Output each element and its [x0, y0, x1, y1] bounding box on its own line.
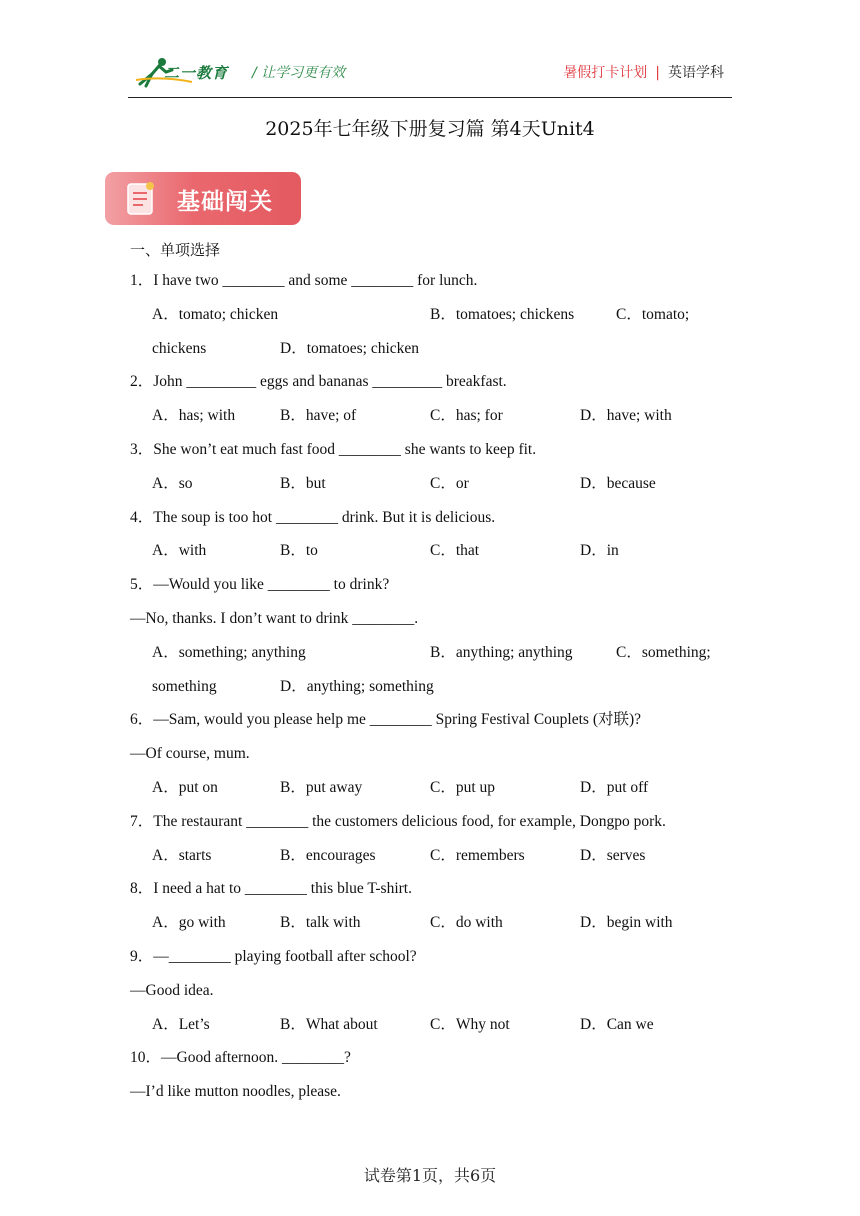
question-stem: 2．John _________ eggs and bananas _________ breakfast.	[130, 373, 507, 391]
section-heading: 一、单项选择	[130, 241, 221, 259]
dialogue-line: —Of course, mum.	[130, 745, 250, 763]
answer-option[interactable]: A．put on	[152, 778, 218, 796]
page-footer: 试卷第1页，共6页	[363, 1166, 497, 1185]
header-separator: |	[655, 65, 660, 81]
question-stem: 8．I need a hat to ________ this blue T-shirt.	[130, 880, 412, 898]
header-divider	[128, 97, 732, 98]
banner-label: 基础闯关	[177, 189, 273, 215]
dialogue-line: —No, thanks. I don’t want to drink ________.	[130, 609, 419, 627]
answer-option[interactable]: C．do with	[430, 914, 503, 932]
question-stem: 7．The restaurant ________ the customers delicious food, for example, Dongpo pork.	[130, 812, 666, 830]
question-stem: 10．—Good afternoon. ________?	[130, 1049, 351, 1067]
answer-option[interactable]: C．put up	[430, 778, 496, 796]
header-slogan: / 让学习更有效	[252, 65, 346, 81]
page-header	[128, 52, 732, 98]
answer-option[interactable]: A．something; anything	[152, 643, 306, 661]
answer-option[interactable]: D．anything; something	[280, 677, 434, 695]
answer-option[interactable]: D．serves	[580, 846, 646, 864]
answer-option[interactable]: A．with	[152, 542, 207, 560]
answer-option[interactable]: D．put off	[580, 778, 649, 796]
answer-option[interactable]: C．that	[430, 542, 480, 560]
answer-option[interactable]: C．or	[430, 474, 469, 492]
question-stem: 4．The soup is too hot ________ drink. But it is delicious.	[130, 508, 496, 526]
options-row	[130, 298, 740, 332]
answer-option[interactable]: A．has; with	[152, 407, 236, 425]
answer-option[interactable]: C．tomato;	[616, 305, 690, 323]
answer-option[interactable]: A．tomato; chicken	[152, 305, 279, 323]
question-stem: 6．—Sam, would you please help me ________ Spring Festival Couplets (对联)?	[130, 711, 642, 729]
answer-option[interactable]: B．tomatoes; chickens	[430, 305, 575, 323]
options-row	[130, 467, 740, 501]
answer-option[interactable]: D．Can we	[580, 1015, 654, 1033]
answer-option[interactable]: something	[152, 677, 217, 695]
answer-option[interactable]: D．begin with	[580, 914, 673, 932]
options-row	[130, 906, 740, 940]
options-row	[130, 636, 740, 670]
question-stem: 1．I have two ________ and some ________ for lunch.	[130, 272, 478, 289]
answer-option[interactable]: A．Let’s	[152, 1015, 210, 1033]
page-title: 2025年七年级下册复习篇 第4天Unit4	[265, 118, 595, 140]
options-row	[130, 670, 740, 704]
document-icon	[125, 180, 159, 218]
answer-option[interactable]: D．in	[580, 542, 619, 560]
answer-option[interactable]: C．something;	[616, 643, 711, 661]
options-row	[130, 771, 740, 805]
dialogue-line: —Good idea.	[130, 981, 214, 999]
options-row	[130, 399, 740, 433]
answer-option[interactable]: C．has; for	[430, 407, 503, 425]
dialogue-line: —I’d like mutton noodles, please.	[130, 1083, 341, 1101]
header-right	[563, 62, 724, 82]
answer-option[interactable]: A．so	[152, 474, 193, 492]
logo-text: 二一教育	[164, 64, 229, 82]
question-list	[130, 236, 740, 1109]
answer-option[interactable]: A．go with	[152, 914, 226, 932]
answer-option[interactable]: B．have; of	[280, 407, 357, 425]
answer-option[interactable]: D．because	[580, 474, 656, 492]
answer-option[interactable]: D．have; with	[580, 407, 672, 425]
options-row	[130, 534, 740, 568]
answer-option[interactable]: D．tomatoes; chicken	[280, 339, 420, 357]
question-stem: 3．She won’t eat much fast food ________ she wants to keep fit.	[130, 440, 537, 458]
question-stem: 9．—________ playing football after school?	[130, 947, 417, 965]
options-row	[130, 332, 740, 366]
answer-option[interactable]: B．but	[280, 474, 326, 492]
options-row	[130, 839, 740, 873]
question-stem: 5．—Would you like ________ to drink?	[130, 576, 390, 594]
answer-option[interactable]: B．anything; anything	[430, 643, 573, 661]
answer-option[interactable]: A．starts	[152, 846, 212, 864]
answer-option[interactable]: B．put away	[280, 778, 363, 796]
answer-option[interactable]: C．Why not	[430, 1015, 510, 1033]
answer-option[interactable]: chickens	[152, 339, 207, 357]
section-banner	[105, 172, 301, 225]
header-plan: 暑假打卡计划	[563, 65, 648, 81]
answer-option[interactable]: B．to	[280, 542, 318, 560]
answer-option[interactable]: B．talk with	[280, 914, 361, 932]
answer-option[interactable]: C．remembers	[430, 846, 525, 864]
answer-option[interactable]: B．What about	[280, 1015, 378, 1033]
answer-option[interactable]: B．encourages	[280, 846, 376, 864]
options-row	[130, 1008, 740, 1042]
header-subject: 英语学科	[668, 65, 724, 81]
